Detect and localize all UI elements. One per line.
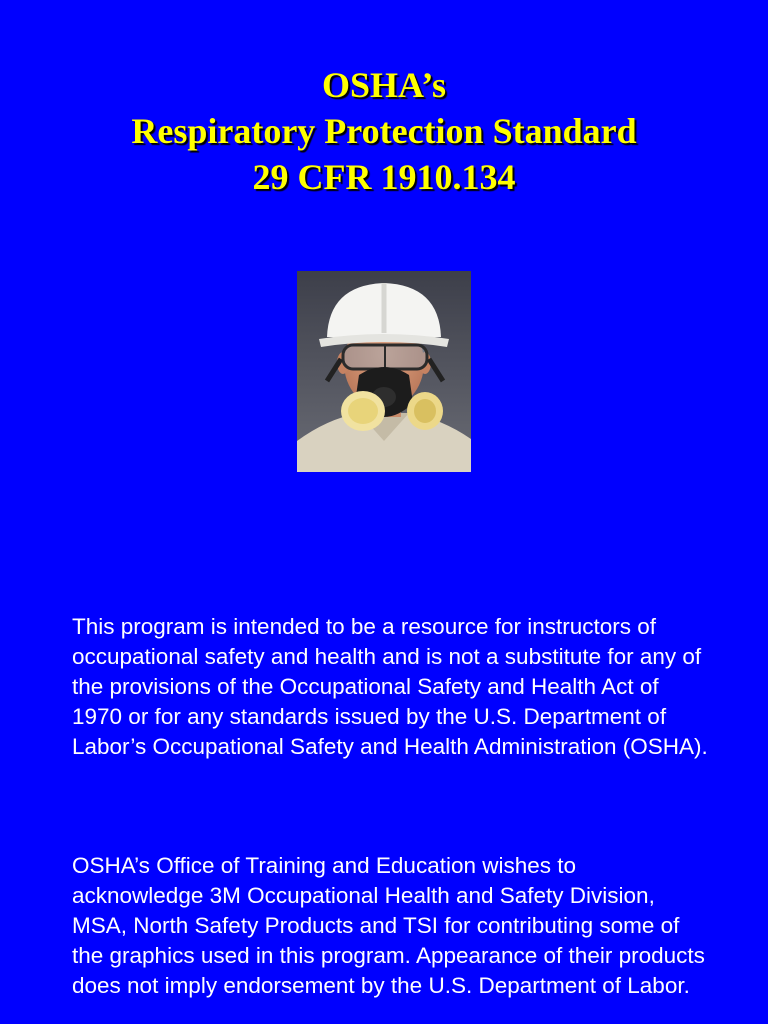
- acknowledgement-paragraph: OSHA’s Office of Training and Education wishes to acknowledge 3M Occupational Health and Safety Division, MSA, North Safety Products and TSI for contributing some of the graphics used in this program. Appearance of their products does not imply endorsement by the U.S. Department of Labor.: [72, 853, 705, 998]
- title-line-2: Respiratory Protection Standard: [131, 111, 637, 151]
- worker-with-respirator-icon: [297, 271, 471, 472]
- disclaimer-paragraph: This program is intended to be a resource for instructors of occupational safety and health and is not a substitute for any of the provisions of the Occupational Safety and Health Act of 1970 or for any standards issued by the U.S. Department of Labor’s Occupational Safety and Health Administration (OSHA).: [72, 614, 708, 759]
- slide-title: [0, 62, 768, 200]
- title-line-1: OSHA’s: [321, 65, 446, 105]
- title-line-3: 29 CFR 1910.134: [252, 157, 516, 197]
